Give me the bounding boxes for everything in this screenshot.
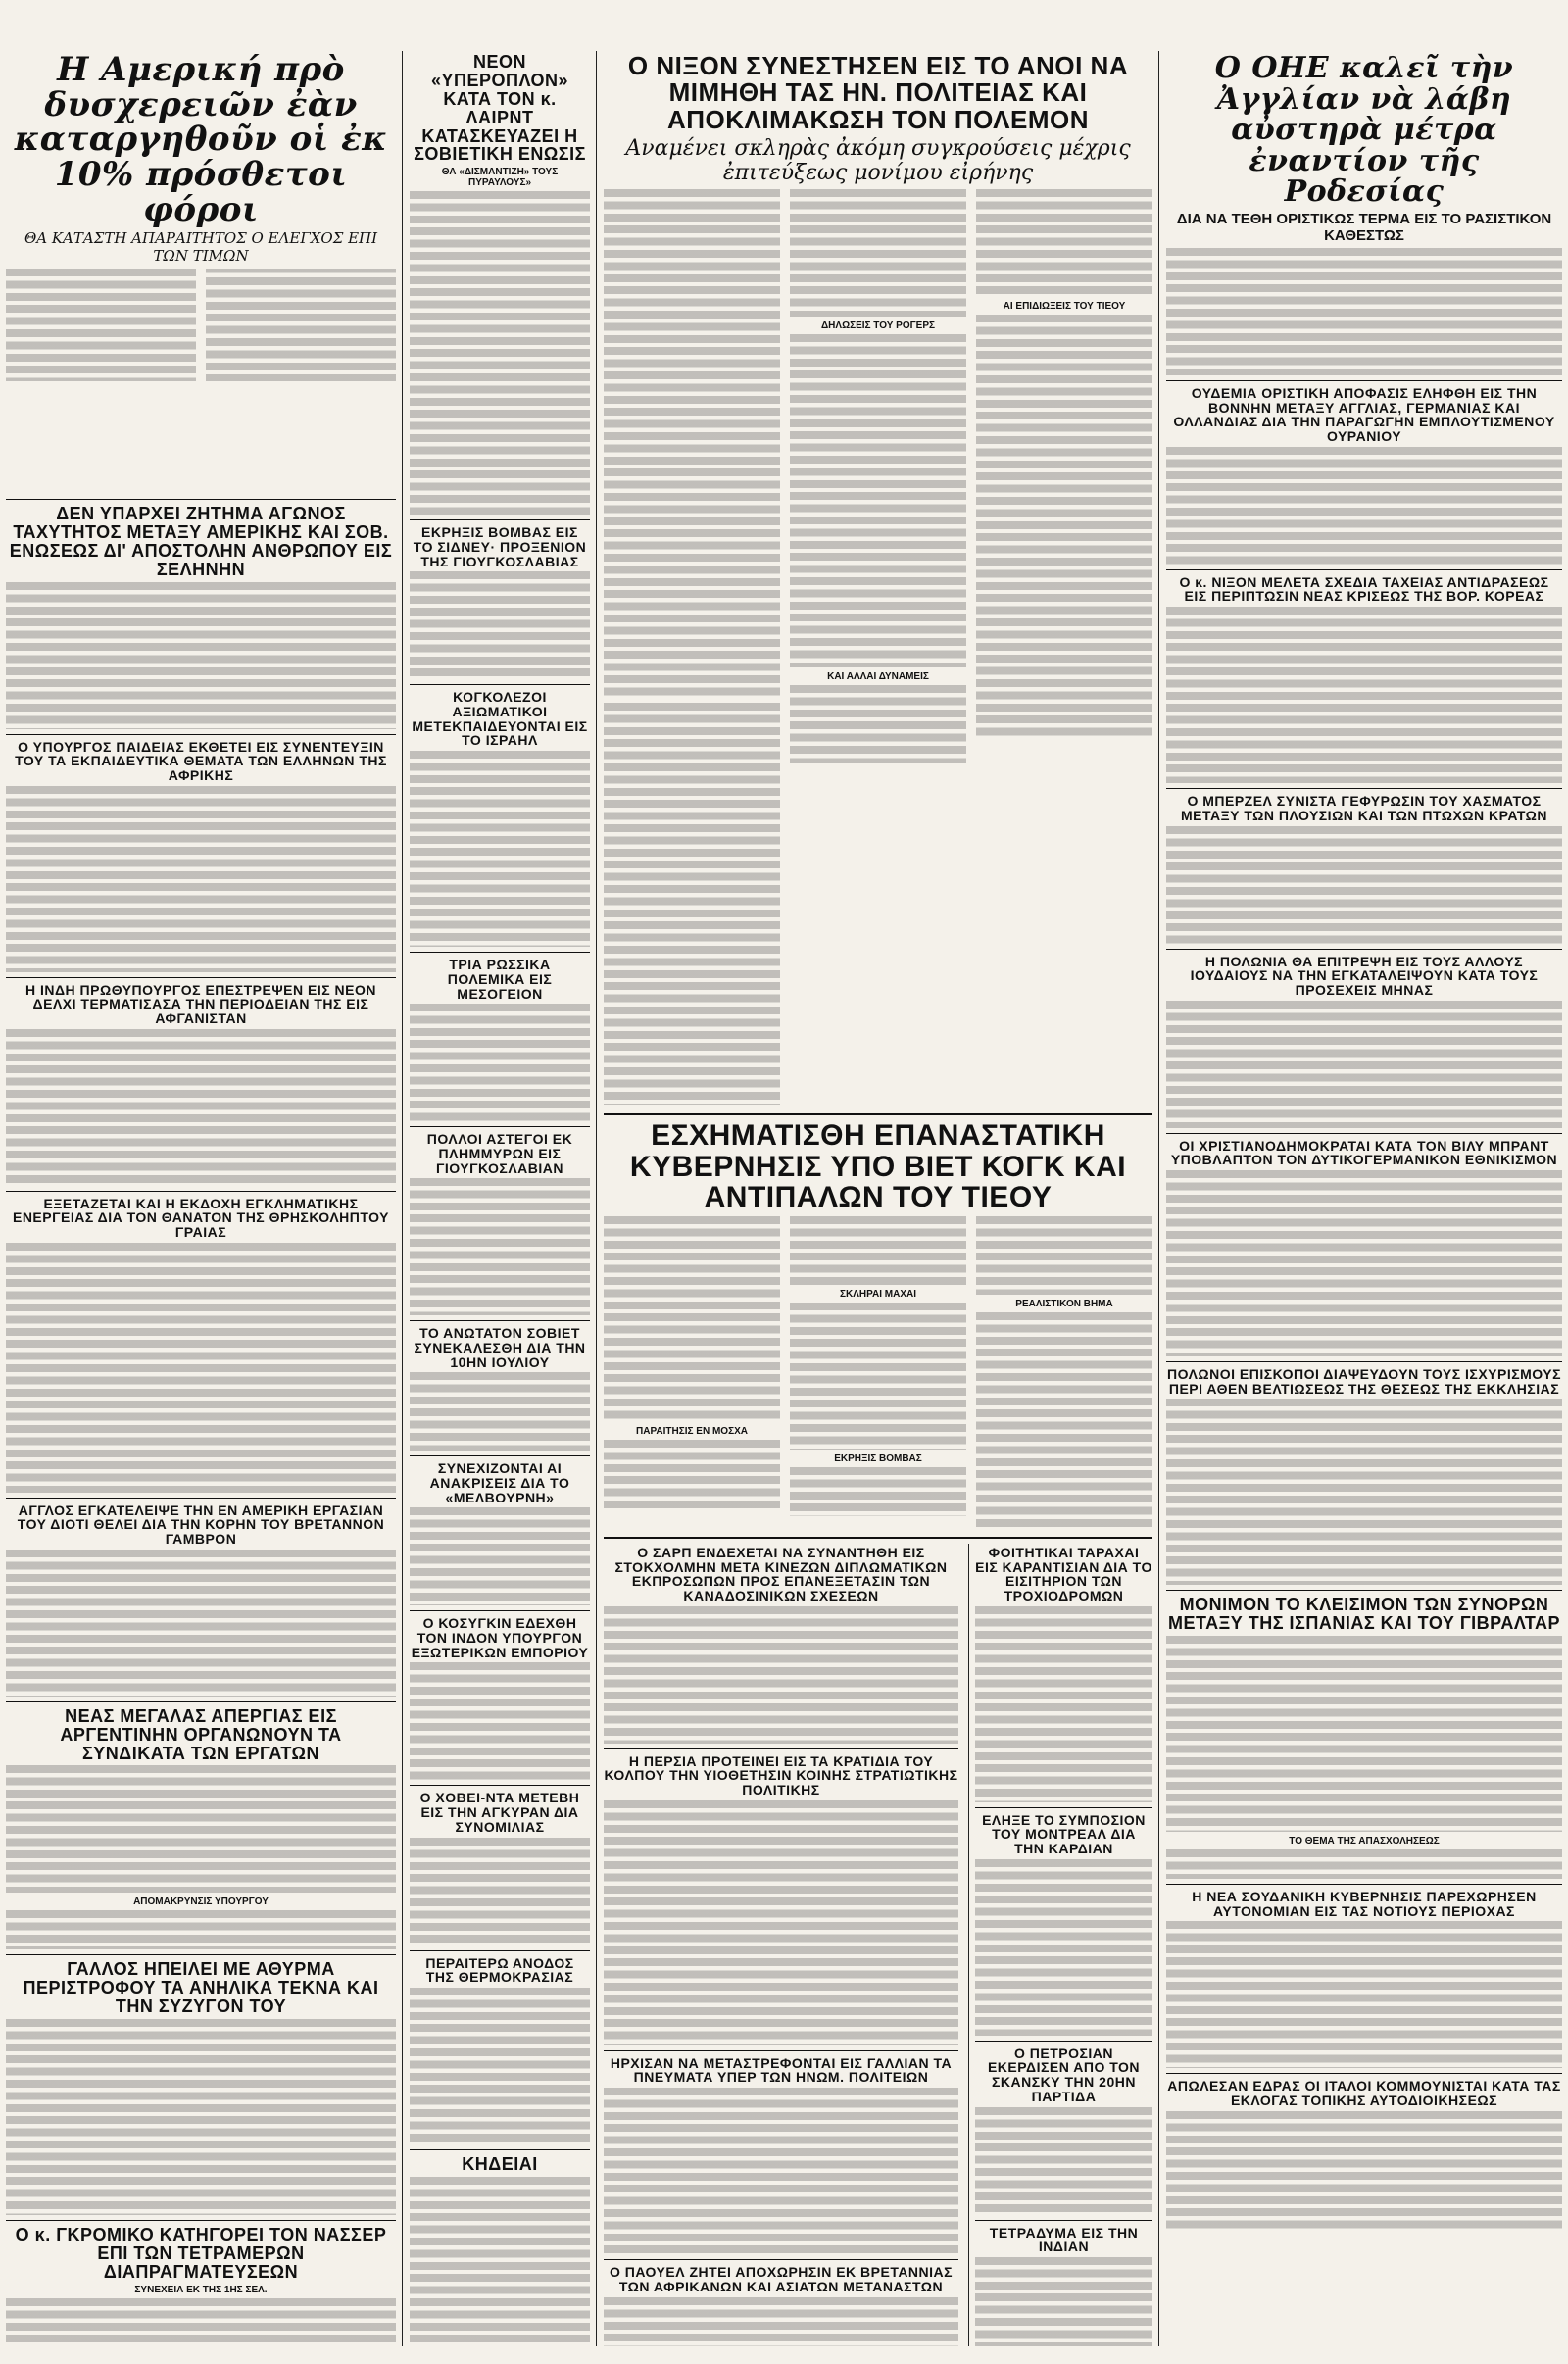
- divider: [6, 734, 396, 735]
- divider: [1166, 1590, 1562, 1591]
- section-label: ΑΠΟΜΑΚΡΥΝΣΙΣ ΥΠΟΥΡΓΟΥ: [133, 1896, 269, 1908]
- article-body: [410, 1004, 590, 1121]
- article-headline: ΜΟΝΙΜΟΝ ΤΟ ΚΛΕΙΣΙΜΟΝ ΤΩΝ ΣΥΝΟΡΩΝ ΜΕΤΑΞΥ ΤΗΣ ΙΣΠΑΝΙΑΣ ΚΑΙ ΤΟΥ ΓΙΒΡΑΛΤΑΡ: [1168, 1595, 1560, 1634]
- article-headline: ΤΕΤΡΑΔΥΜΑ ΕΙΣ ΤΗΝ ΙΝΔΙΑΝ: [989, 2224, 1139, 2255]
- section-label: ΣΥΝΕΧΕΙΑ ΕΚ ΤΗΣ 1ΗΣ ΣΕΛ.: [134, 2284, 268, 2295]
- article-body: [604, 189, 780, 699]
- divider: [6, 1191, 396, 1192]
- article-headline: ΠΟΛΩΝΟΙ ΕΠΙΣΚΟΠΟΙ ΔΙΑΨΕΥΔΟΥΝ ΤΟΥΣ ΙΣΧΥΡΙΣΜΟΥΣ ΠΕΡΙ ΑΘΕΝ ΒΕΛΤΙΩΣΕΩΣ ΤΗΣ ΘΕΣΕΩΣ ΤΗΣ ΕΚΚΛΗΣΙΑΣ: [1166, 1365, 1562, 1397]
- article-body: [790, 1303, 966, 1450]
- article-headline: ΑΠΩΛΕΣΑΝ ΕΔΡΑΣ ΟΙ ΙΤΑΛΟΙ ΚΟΜΜΟΥΝΙΣΤΑΙ ΚΑΤΑ ΤΑΣ ΕΚΛΟΓΑΣ ΤΟΠΙΚΗΣ ΑΥΤΟΔΙΟΙΚΗΣΕΩΣ: [1167, 2078, 1561, 2109]
- article-body: [975, 1859, 1152, 2036]
- lead-body-col: [604, 189, 780, 1108]
- article-body: [604, 703, 780, 1105]
- divider: [1166, 2073, 1562, 2074]
- article-body: [6, 2298, 396, 2346]
- divider: [1166, 788, 1562, 789]
- article-body: [1166, 1921, 1562, 2068]
- article-headline: Η ΝΕΑ ΣΟΥΔΑΝΙΚΗ ΚΥΒΕΡΝΗΣΙΣ ΠΑΡΕΧΩΡΗΣΕΝ ΑΥΤΟΝΟΜΙΑΝ ΕΙΣ ΤΑΣ ΝΟΤΙΟΥΣ ΠΕΡΙΟΧΑΣ: [1192, 1889, 1537, 1919]
- lower-center-right: [968, 1544, 1152, 2346]
- article-headline: Η ΙΝΔΗ ΠΡΩΘΥΠΟΥΡΓΟΣ ΕΠΕΣΤΡΕΨΕΝ ΕΙΣ ΝΕΟΝ ΔΕΛΧΙ ΤΕΡΜΑΤΙΣΑΣΑ ΤΗΝ ΠΕΡΙΟΔΕΙΑΝ ΤΗΣ ΕΙΣ ΑΦΓΑΝΙΣΤΑΝ: [24, 981, 376, 1026]
- article-body: [1166, 248, 1562, 375]
- article-body: [410, 571, 590, 679]
- article-headline: ΔΕΝ ΥΠΑΡΧΕΙ ΖΗΤΗΜΑ ΑΓΩΝΟΣ ΤΑΧΥΤΗΤΟΣ ΜΕΤΑΞΥ ΑΜΕΡΙΚΗΣ ΚΑΙ ΣΟΒ. ΕΝΩΣΕΩΣ ΔΙ' ΑΠΟΣΤΟΛΗΝ ΑΝΘΡΩΠΟΥ ΕΙΣ ΣΕΛΗΝΗΝ: [9, 503, 393, 579]
- lead-headline: Ο ΝΙΞΟΝ ΣΥΝΕΣΤΗΣΕΝ ΕΙΣ ΤΟ ΑΝΟΙ ΝΑ ΜΙΜΗΘΗ ΤΑΣ ΗΝ. ΠΟΛΙΤΕΙΑΣ ΚΑΙ ΑΠΟΚΛΙΜΑΚΩΣΗ ΤΟΝ ΠΟΛΕΜΟΝ: [627, 51, 1129, 134]
- section-label: ΠΑΡΑΙΤΗΣΙΣ ΕΝ ΜΟΣΧΑ: [636, 1425, 748, 1437]
- lower-center-left: [604, 1544, 958, 2346]
- article-body: [410, 1838, 590, 1945]
- section-label: ΕΚΡΗΞΙΣ ΒΟΜΒΑΣ: [834, 1453, 922, 1464]
- divider: [604, 2259, 958, 2260]
- lead-body-col: [976, 189, 1152, 1108]
- article-headline: ΓΑΛΛΟΣ ΗΠΕΙΛΕΙ ΜΕ ΑΘΥΡΜΑ ΠΕΡΙΣΤΡΟΦΟΥ ΤΑ ΑΝΗΛΙΚΑ ΤΕΚΝΑ ΚΑΙ ΤΗΝ ΣΥΖΥΓΟΝ ΤΟΥ: [23, 1959, 379, 2017]
- column-rule: [1158, 51, 1159, 2346]
- divider: [604, 1748, 958, 1749]
- article-headline: Η ΠΕΡΣΙΑ ΠΡΟΤΕΙΝΕΙ ΕΙΣ ΤΑ ΚΡΑΤΙΔΙΑ ΤΟΥ ΚΟΛΠΟΥ ΤΗΝ ΥΙΟΘΕΤΗΣΙΝ ΚΟΙΝΗΣ ΣΤΡΑΤΙΩΤΙΚΗΣ ΠΟΛΙΤΙΚΗΣ: [604, 1752, 958, 1798]
- article-body: [410, 1662, 590, 1780]
- column-2: [404, 51, 596, 2346]
- divider: [6, 2220, 396, 2221]
- lead-story: [598, 51, 1158, 2346]
- divider: [410, 1610, 590, 1611]
- article-body: [790, 1467, 966, 1516]
- divider: [6, 1954, 396, 1955]
- divider: [410, 2149, 590, 2150]
- article-headline: ΝΕΑΣ ΜΕΓΑΛΑΣ ΑΠΕΡΓΙΑΣ ΕΙΣ ΑΡΓΕΝΤΙΝΗΝ ΟΡΓΑΝΩΝΟΥΝ ΤΑ ΣΥΝΔΙΚΑΤΑ ΤΩΝ ΕΡΓΑΤΩΝ: [60, 1705, 342, 1763]
- lead-body: [604, 189, 1152, 1108]
- article-body: [790, 189, 966, 317]
- article-headline: ΗΡΧΙΣΑΝ ΝΑ ΜΕΤΑΣΤΡΕΦΟΝΤΑΙ ΕΙΣ ΓΑΛΛΙΑΝ ΤΑ ΠΝΕΥΜΑΤΑ ΥΠΕΡ ΤΩΝ ΗΝΩΜ. ΠΟΛΙΤΕΙΩΝ: [610, 2054, 953, 2086]
- article-body: [604, 1216, 780, 1422]
- article-headline: ΕΣΧΗΜΑΤΙΣΘΗ ΕΠΑΝΑΣΤΑΤΙΚΗ ΚΥΒΕΡΝΗΣΙΣ ΥΠΟ ΒΙΕΤ ΚΟΓΚ ΚΑΙ ΑΝΤΙΠΑΛΩΝ ΤΟΥ ΤΙΕΟΥ: [629, 1119, 1127, 1214]
- article-body: [976, 1312, 1152, 1528]
- article-body: [1166, 2111, 1562, 2229]
- article-body: [790, 334, 966, 667]
- article-body: [6, 786, 396, 972]
- divider: [604, 2050, 958, 2051]
- divider: [1166, 1361, 1562, 1362]
- article-headline: Ο ΥΠΟΥΡΓΟΣ ΠΑΙΔΕΙΑΣ ΕΚΘΕΤΕΙ ΕΙΣ ΣΥΝΕΝΤΕΥΞΙΝ ΤΟΥ ΤΑ ΕΚΠΑΙΔΕΥΤΙΚΑ ΘΕΜΑΤΑ ΤΩΝ ΕΛΛΗΝΩΝ ΤΗΣ ΑΦΡΙΚΗΣ: [15, 738, 387, 783]
- article-body: [975, 2107, 1152, 2215]
- article-headline: Ο ΧΟΒΕΙ-ΝΤΑ ΜΕΤΕΒΗ ΕΙΣ ΤΗΝ ΑΓΚΥΡΑΝ ΔΙΑ ΣΥΝΟΜΙΛΙΑΣ: [419, 1790, 580, 1835]
- mid-body-col: [976, 1216, 1152, 1532]
- section-label: ΔΗΛΩΣΕΙΣ ΤΟΥ ΡΟΓΕΡΣ: [820, 320, 935, 332]
- article-headline: ΤΟ ΑΝΩΤΑΤΟΝ ΣΟΒΙΕΤ ΣΥΝΕΚΑΛΕΣΘΗ ΔΙΑ ΤΗΝ 10ΗΝ ΙΟΥΛΙΟΥ: [414, 1325, 586, 1370]
- article-headline: ΕΚΡΗΞΙΣ ΒΟΜΒΑΣ ΕΙΣ ΤΟ ΣΙΔΝΕΥ· ΠΡΟΞΕΝΙΟΝ ΤΗΣ ΓΙΟΥΓΚΟΣΛΑΒΙΑΣ: [413, 524, 587, 569]
- article-body: [975, 1606, 1152, 1802]
- article-body: [1166, 826, 1562, 944]
- article-body: [1166, 1636, 1562, 1832]
- article-body: [6, 1243, 396, 1493]
- article-body: [604, 1440, 780, 1508]
- article-body: [1166, 1849, 1562, 1879]
- divider: [1166, 949, 1562, 950]
- article-body: [410, 2177, 590, 2346]
- article-body: [6, 1910, 396, 1949]
- article-headline: Ο κ. ΝΙΞΟΝ ΜΕΛΕΤΑ ΣΧΕΔΙΑ ΤΑΧΕΙΑΣ ΑΝΤΙΔΡΑΣΕΩΣ ΕΙΣ ΠΕΡΙΠΤΩΣΙΝ ΝΕΑΣ ΚΡΙΣΕΩΣ ΤΗΣ ΒΟΡ. ΚΟΡΕΑΣ: [1179, 573, 1549, 605]
- article-body: [410, 1178, 590, 1315]
- article-headline: ΠΟΛΛΟΙ ΑΣΤΕΓΟΙ ΕΚ ΠΛΗΜΜΥΡΩΝ ΕΙΣ ΓΙΟΥΓΚΟΣΛΑΒΙΑΝ: [426, 1131, 573, 1176]
- divider: [6, 1701, 396, 1702]
- divider: [6, 977, 396, 978]
- divider: [604, 1113, 1152, 1115]
- article-headline: Η Αμερική πρὸ δυσχερειῶν ἐὰν καταργηθοῦν οἱ ἐκ 10% πρόσθετοι φόροι: [14, 51, 388, 229]
- divider: [1166, 1133, 1562, 1134]
- article-headline: Ο ΠΕΤΡΟΣΙΑΝ ΕΚΕΡΔΙΣΕΝ ΑΠΟ ΤΟΝ ΣΚΑΝΣΚΥ ΤΗΝ 20ΗΝ ΠΑΡΤΙΔΑ: [987, 2044, 1141, 2104]
- divider: [975, 2041, 1152, 2042]
- article-body: [6, 582, 396, 729]
- article-body: [604, 1800, 958, 2045]
- divider: [6, 1498, 396, 1499]
- article-body: [976, 189, 1152, 297]
- divider: [410, 1455, 590, 1456]
- mid-body: [604, 1216, 1152, 1532]
- article-headline: ΕΛΗΞΕ ΤΟ ΣΥΜΠΟΣΙΟΝ ΤΟΥ ΜΟΝΤΡΕΑΛ ΔΙΑ ΤΗΝ ΚΑΡΔΙΑΝ: [982, 1811, 1146, 1857]
- article-headline: ΠΕΡΑΙΤΕΡΩ ΑΝΟΔΟΣ ΤΗΣ ΘΕΡΜΟΚΡΑΣΙΑΣ: [425, 1954, 574, 1986]
- article-headline: ΕΞΕΤΑΖΕΤΑΙ ΚΑΙ Η ΕΚΔΟΧΗ ΕΓΚΛΗΜΑΤΙΚΗΣ ΕΝΕΡΓΕΙΑΣ ΔΙΑ ΤΟΝ ΘΑΝΑΤΟΝ ΤΗΣ ΘΡΗΣΚΟΛΗΠΤΟΥ ΓΡΑΙΑΣ: [12, 1195, 390, 1240]
- column-4: [1160, 51, 1568, 2346]
- article-headline: Η ΠΟΛΩΝΙΑ ΘΑ ΕΠΙΤΡΕΨΗ ΕΙΣ ΤΟΥΣ ΑΛΛΟΥΣ ΙΟΥΔΑΙΟΥΣ ΝΑ ΤΗΝ ΕΓΚΑΤΑΛΕΙΨΟΥΝ ΚΑΤΑ ΤΟΥΣ ΠΡΟΣΕΧΕΙΣ ΜΗΝΑΣ: [1190, 953, 1539, 998]
- article-headline: ΚΗΔΕΙΑΙ: [462, 2153, 538, 2174]
- divider: [410, 952, 590, 953]
- article-body: [1166, 1001, 1562, 1128]
- divider: [6, 499, 396, 500]
- divider: [1166, 1884, 1562, 1885]
- divider: [410, 519, 590, 520]
- mid-body-col: [790, 1216, 966, 1532]
- article-body: [604, 1606, 958, 1744]
- article-body: [6, 1029, 396, 1186]
- article-subheadline: ΔΙΑ ΝΑ ΤΕΘΗ ΟΡΙΣΤΙΚΩΣ ΤΕΡΜΑ ΕΙΣ ΤΟ ΡΑΣΙΣΤΙΚΟΝ ΚΑΘΕΣΤΩΣ: [1176, 210, 1552, 244]
- divider: [975, 2220, 1152, 2221]
- section-label: ΣΚΛΗΡΑΙ ΜΑΧΑΙ: [839, 1288, 917, 1300]
- divider: [410, 684, 590, 685]
- divider: [410, 1126, 590, 1127]
- article-body: [976, 315, 1152, 736]
- article-headline: ΟΥΔΕΜΙΑ ΟΡΙΣΤΙΚΗ ΑΠΟΦΑΣΙΣ ΕΛΗΦΘΗ ΕΙΣ ΤΗΝ ΒΟΝΝΗΝ ΜΕΤΑΞΥ ΑΓΓΛΙΑΣ, ΓΕΡΜΑΝΙΑΣ ΚΑΙ ΟΛΛΑΝΔΙΑΣ ΔΙΑ ΤΗΝ ΠΑΡΑΓΩΓΗΝ ΕΜΠΛΟΥΤΙΣΜΕΝΟΥ ΟΥΡΑΝΙΟΥ: [1173, 385, 1555, 445]
- article-headline: Ο ΣΑΡΠ ΕΝΔΕΧΕΤΑΙ ΝΑ ΣΥΝΑΝΤΗΘΗ ΕΙΣ ΣΤΟΚΧΟΛΜΗΝ ΜΕΤΑ ΚΙΝΕΖΩΝ ΔΙΠΛΩΜΑΤΙΚΩΝ ΕΚΠΡΟΣΩΠΩΝ ΠΡΟΣ ΕΠΑΝΕΞΕΤΑΣΙΝ ΤΩΝ ΚΑΝΑΔΟΣΙΝΙΚΩΝ ΣΧΕΣΕΩΝ: [614, 1544, 948, 1604]
- article-body: [6, 1765, 396, 1893]
- lead-body-col: [790, 189, 966, 1108]
- lead-deck: Αναμένει σκληρὰς ἀκόμη συγκρούσεις μέχρις ἐπιτεύξεως μονίμου εἰρήνης: [625, 135, 1131, 186]
- article-body: [1166, 1399, 1562, 1585]
- divider: [604, 1537, 1152, 1539]
- divider: [410, 1320, 590, 1321]
- section-label: ΤΟ ΘΕΜΑ ΤΗΣ ΑΠΑΣΧΟΛΗΣΕΩΣ: [1289, 1836, 1440, 1847]
- article-body: [6, 269, 396, 494]
- column-rule: [402, 51, 403, 2346]
- section-label: ΚΑΙ ΑΛΛΑΙ ΔΥΝΑΜΕΙΣ: [827, 671, 929, 683]
- article-body: [604, 2088, 958, 2254]
- mid-body-col: [604, 1216, 780, 1532]
- article-body: [6, 2019, 396, 2215]
- article-headline: Ο κ. ΓΚΡΟΜΙΚΟ ΚΑΤΗΓΟΡΕΙ ΤΟΝ ΝΑΣΣΕΡ ΕΠΙ ΤΩΝ ΤΕΤΡΑΜΕΡΩΝ ΔΙΑΠΡΑΓΜΑΤΕΥΣΕΩΝ: [15, 2225, 387, 2282]
- article-body: [410, 1507, 590, 1605]
- article-headline: ΑΓΓΛΟΣ ΕΓΚΑΤΕΛΕΙΨΕ ΤΗΝ ΕΝ ΑΜΕΡΙΚΗ ΕΡΓΑΣΙΑΝ ΤΟΥ ΔΙΟΤΙ ΘΕΛΕΙ ΔΙΑ ΤΗΝ ΚΟΡΗΝ ΤΟΥ ΒΡΕΤΑΝΝΟΝ ΓΑΜΒΡΟΝ: [17, 1502, 385, 1548]
- article-subheadline: ΘΑ «ΔΙΣΜΑΝΤΙΖΗ» ΤΟΥΣ ΠΥΡΑΥΛΟΥΣ»: [441, 167, 559, 189]
- article-body: [1166, 447, 1562, 565]
- article-headline: ΣΥΝΕΧΙΖΟΝΤΑΙ ΑΙ ΑΝΑΚΡΙΣΕΙΣ ΔΙΑ ΤΟ «ΜΕΛΒΟΥΡΝΗ»: [429, 1460, 570, 1505]
- article-body: [604, 2297, 958, 2346]
- article-headline: ΟΙ ΧΡΙΣΤΙΑΝΟΔΗΜΟΚΡΑΤΑΙ ΚΑΤΑ ΤΟΝ ΒΙΛΥ ΜΠΡΑΝΤ ΥΠΟΒΛΑΠΤΟΝ ΤΟΝ ΔΥΤΙΚΟΓΕΡΜΑΝΙΚΟΝ ΕΘΝΙΚΙΣΜΟΝ: [1170, 1137, 1558, 1168]
- article-headline: ΦΟΙΤΗΤΙΚΑΙ ΤΑΡΑΧΑΙ ΕΙΣ ΚΑΡΑΝΤΙΣΙΑΝ ΔΙΑ ΤΟ ΕΙΣΙΤΗΡΙΟΝ ΤΩΝ ΤΡΟΧΙΟΔΡΟΜΩΝ: [975, 1544, 1152, 1604]
- divider: [1166, 380, 1562, 381]
- article-headline: ΚΟΓΚΟΛΕΖΟΙ ΑΞΙΩΜΑΤΙΚΟΙ ΜΕΤΕΚΠΑΙΔΕΥΟΝΤΑΙ ΕΙΣ ΤΟ ΙΣΡΑΗΛ: [412, 689, 588, 749]
- article-body: [410, 1988, 590, 2144]
- article-headline: Ο ΚΟΣΥΓΚΙΝ ΕΔΕΧΘΗ ΤΟΝ ΙΝΔΟΝ ΥΠΟΥΡΓΟΝ ΕΞΩΤΕΡΙΚΩΝ ΕΜΠΟΡΙΟΥ: [411, 1615, 589, 1660]
- article-body: [410, 751, 590, 947]
- divider: [1166, 569, 1562, 570]
- article-headline: Ο ΟΗΕ καλεῖ τὴν Ἀγγλίαν νὰ λάβη αὐστηρὰ μέτρα ἐναντίον τῆς Ροδεσίας: [1214, 51, 1514, 209]
- article-headline: ΤΡΙΑ ΡΩΣΣΙΚΑ ΠΟΛΕΜΙΚΑ ΕΙΣ ΜΕΣΟΓΕΙΟΝ: [447, 957, 553, 1002]
- lower-center: [604, 1544, 1152, 2346]
- article-body: [1166, 1170, 1562, 1356]
- column-1: [0, 51, 402, 2346]
- article-headline: Ο ΠΑΟΥΕΛ ΖΗΤΕΙ ΑΠΟΧΩΡΗΣΙΝ ΕΚ ΒΡΕΤΑΝΝΙΑΣ ΤΩΝ ΑΦΡΙΚΑΝΩΝ ΚΑΙ ΑΣΙΑΤΩΝ ΜΕΤΑΝΑΣΤΩΝ: [609, 2264, 954, 2294]
- column-rule: [596, 51, 597, 2346]
- section-label: ΡΕΑΛΙΣΤΙΚΟΝ ΒΗΜΑ: [1015, 1298, 1113, 1309]
- section-label: ΑΙ ΕΠΙΔΙΩΞΕΙΣ ΤΟΥ ΤΙΕΟΥ: [1003, 301, 1126, 313]
- article-body: [410, 1372, 590, 1451]
- article-subheadline: ΘΑ ΚΑΤΑΣΤΗ ΑΠΑΡΑΙΤΗΤΟΣ Ο ΕΛΕΓΧΟΣ ΕΠΙ ΤΩΝ ΤΙΜΩΝ: [24, 229, 378, 265]
- article-body: [410, 191, 590, 515]
- divider: [975, 1807, 1152, 1808]
- article-body: [790, 1216, 966, 1285]
- article-body: [975, 2257, 1152, 2346]
- article-body: [790, 685, 966, 763]
- article-body: [1166, 607, 1562, 783]
- divider: [410, 1950, 590, 1951]
- divider: [410, 1785, 590, 1786]
- article-body: [6, 1550, 396, 1697]
- article-headline: Ο ΜΠΕΡΖΕΛ ΣΥΝΙΣΤΑ ΓΕΦΥΡΩΣΙΝ ΤΟΥ ΧΑΣΜΑΤΟΣ ΜΕΤΑΞΥ ΤΩΝ ΠΛΟΥΣΙΩΝ ΚΑΙ ΤΩΝ ΠΤΩΧΩΝ ΚΡΑΤΩΝ: [1180, 793, 1548, 823]
- article-headline: ΝΕΟΝ «ΥΠΕΡΟΠΛΟΝ» ΚΑΤΑ ΤΟΝ κ. ΛΑΙΡΝΤ ΚΑΤΑΣΚΕΥΑΖΕΙ Η ΣΟΒΙΕΤΙΚΗ ΕΝΩΣΙΣ: [414, 52, 586, 165]
- article-body: [976, 1216, 1152, 1295]
